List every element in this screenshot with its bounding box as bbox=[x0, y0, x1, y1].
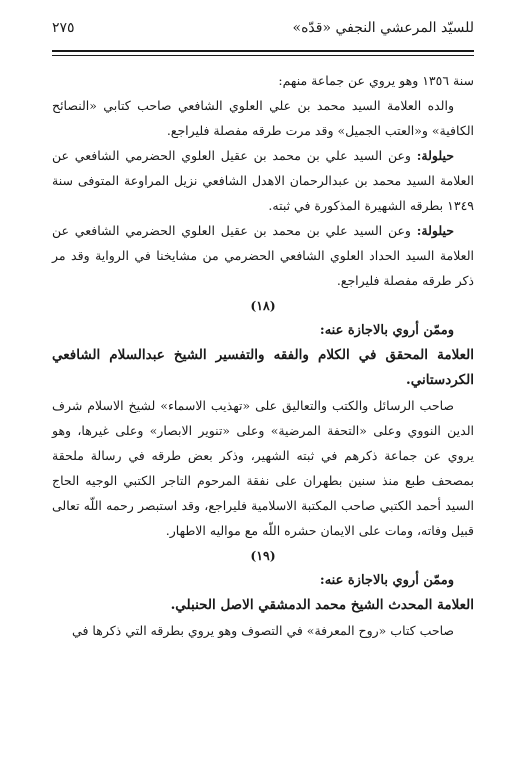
section-19-text: صاحب كتاب «روح المعرفة» في التصوف وهو يروي بطرقه التي ذكرها في bbox=[72, 623, 454, 638]
section-18-text: صاحب الرسائل والكتب والتعاليق على «تهذيب الاسماء» لشيخ الاسلام شرف الدين النووي وعلى «التحفة المرضية» وعلى «تنوير الابصار» وعلى غيرها، وهو يروي عن جماعة ذكرهم في ثبته الشهير، وذكر بعض طرقه في رسالة ملحقة بمصحف طبع منذ سنين بطهران على نفقة المرحوم التاجر الكتبي الوجيه الحاج السيد أحمد الكتبي صاحب المكتبة الاسلامية فليراجع، وقد استبصر رحمه اللّه تعالى قبيل وفاته، ومات على الايمان حشره اللّه مع مواليه الاطهار. bbox=[52, 398, 474, 538]
page-header bbox=[52, 20, 474, 42]
header-rule-thick bbox=[52, 50, 474, 52]
page-number: ٢٧٥ bbox=[52, 20, 75, 36]
paragraph-4-lead: حيلولة: bbox=[416, 223, 454, 238]
paragraph-3-lead: حيلولة: bbox=[416, 148, 454, 163]
section-number-19: (١٩) bbox=[250, 548, 276, 563]
paragraph-3-text: وعن السيد علي بن محمد بن عقيل العلوي الحضرمي الشافعي عن العلامة السيد محمد بن عبدالرحمان الاهدل الشافعي نزيل المراوعة المتوفى سنة ١٣٤٩ بطرقه الشهيرة المذكورة في ثبته. bbox=[52, 148, 474, 213]
section-18-name: العلامة المحقق في الكلام والفقه والتفسير الشيخ عبدالسلام الشافعي الكردستاني. bbox=[52, 347, 474, 388]
section-19-name: العلامة المحدث الشيخ محمد الدمشقي الاصل الحنبلي. bbox=[170, 597, 474, 613]
paragraph-4-text: وعن السيد علي بن محمد بن عقيل العلوي الحضرمي الشافعي عن العلامة السيد الحداد العلوي الشافعي الحضرمي من مشايخنا في الرواية وقد مر ذكر طرقه مفصلة فليراجع. bbox=[52, 223, 474, 288]
section-number-18: (١٨) bbox=[250, 298, 276, 313]
section-19-intro: وممّن أروي بالاجازة عنه: bbox=[319, 573, 454, 588]
paragraph-3 bbox=[52, 143, 474, 218]
paragraph-1: سنة ١٣٥٦ وهو يروي عن جماعة منهم: bbox=[278, 73, 474, 88]
paragraph-2: والده العلامة السيد محمد بن علي العلوي الشافعي صاحب كتابي «النصائح الكافية» و«العتب الجميل» وقد مرت طرقه مفصلة فليراجع. bbox=[52, 98, 474, 138]
running-title: للسيّد المرعشي النجفي «قدّه» bbox=[292, 20, 474, 36]
paragraph-4 bbox=[52, 218, 474, 293]
header-rule-thin bbox=[52, 55, 474, 56]
page-body bbox=[52, 68, 474, 643]
section-18-intro: وممّن أروي بالاجازة عنه: bbox=[319, 323, 454, 338]
